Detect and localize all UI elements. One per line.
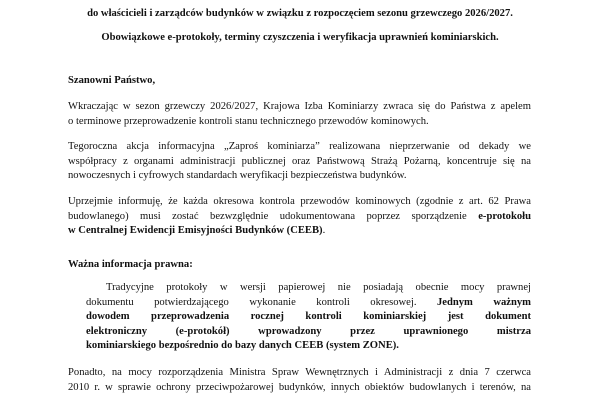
legal-info-line-2 bbox=[86, 296, 531, 311]
paragraph-3-line-2-text: budowlanego) musi zostać bezwzględnie udokumentowana poprzez sporządzenie bbox=[68, 210, 467, 222]
legal-info-line-2-emphasis: Jednym ważnym bbox=[436, 296, 531, 308]
legal-info-line-5: kominiarskiego bezpośrednio do bazy danych CEEB (system ZONE). bbox=[86, 340, 399, 352]
header-line-2: Obowiązkowe e-protokoły, terminy czyszczenia i weryfikacja uprawnień kominiarskich. bbox=[101, 32, 499, 43]
legal-info-line-3: dowodem przeprowadzenia rocznej kontroli kominiarskiej jest dokument bbox=[86, 311, 531, 323]
salutation: Szanowni Państwo, bbox=[68, 75, 156, 86]
paragraph-3-line-1: Uprzejmie informuję, że każda okresowa kontrola przewodów kominowych (zgodnie z art. 62 Prawa bbox=[68, 196, 531, 207]
legal-info-line-2-text: dokumentu potwierdzającego wykonanie kontroli okresowej. bbox=[86, 296, 417, 308]
header-line-1: do właścicieli i zarządców budynków w związku z rozpoczęciem sezonu grzewczego 2026/2027. bbox=[87, 8, 513, 19]
paragraph-1 bbox=[68, 100, 531, 129]
paragraph-3-line-2 bbox=[68, 210, 531, 225]
e-protocol-term: e-protokołu bbox=[478, 210, 531, 222]
legal-info-line-4: elektroniczny (e-protokół) wprowadzony przez uprawnionego mistrza bbox=[86, 325, 531, 337]
paragraph-2-line-1: Tegoroczna akcja informacyjna „Zaproś kominiarza” realizowana nieprzerwanie od dekady we bbox=[68, 141, 531, 152]
paragraph-4 bbox=[68, 366, 531, 395]
paragraph-3 bbox=[68, 195, 531, 239]
paragraph-3-line-3 bbox=[68, 224, 531, 239]
paragraph-1-line-2: o terminowe przeprowadzenie kontroli stanu technicznego przewodów kominowych. bbox=[68, 115, 429, 127]
paragraph-4-line-1: Ponadto, na mocy rozporządzenia Ministra Spraw Wewnętrznych i Administracji z dnia 7 czerwca bbox=[68, 367, 531, 378]
legal-info-heading: Ważna informacja prawna: bbox=[68, 259, 193, 270]
paragraph-4-line-2: 2010 r. w sprawie ochrony przeciwpożarowej budynków, innych obiektów budowlanych i terenów, na bbox=[68, 381, 531, 393]
legal-info-block bbox=[86, 281, 531, 354]
paragraph-2-line-2: współpracy z organami administracji publicznej oraz Państwową Strażą Pożarną, koncentruje się na bbox=[68, 155, 531, 167]
paragraph-2 bbox=[68, 140, 531, 184]
paragraph-3-line-3-end: . bbox=[322, 225, 326, 237]
paragraph-2-line-3: nowoczesnych i cyfrowych standardach weryfikacji bezpieczeństwa budynków. bbox=[68, 170, 407, 182]
legal-info-line-1: Tradycyjne protokoły w wersji papierowej nie posiadają obecnie mocy prawnej bbox=[106, 282, 531, 293]
paragraph-1-line-1: Wkraczając w sezon grzewczy 2026/2027, Krajowa Izba Kominiarzy zwraca się do Państwa z apelem bbox=[68, 101, 531, 112]
ceeb-registry-name: w Centralnej Ewidencji Emisyjności Budynków (CEEB) bbox=[68, 225, 323, 237]
